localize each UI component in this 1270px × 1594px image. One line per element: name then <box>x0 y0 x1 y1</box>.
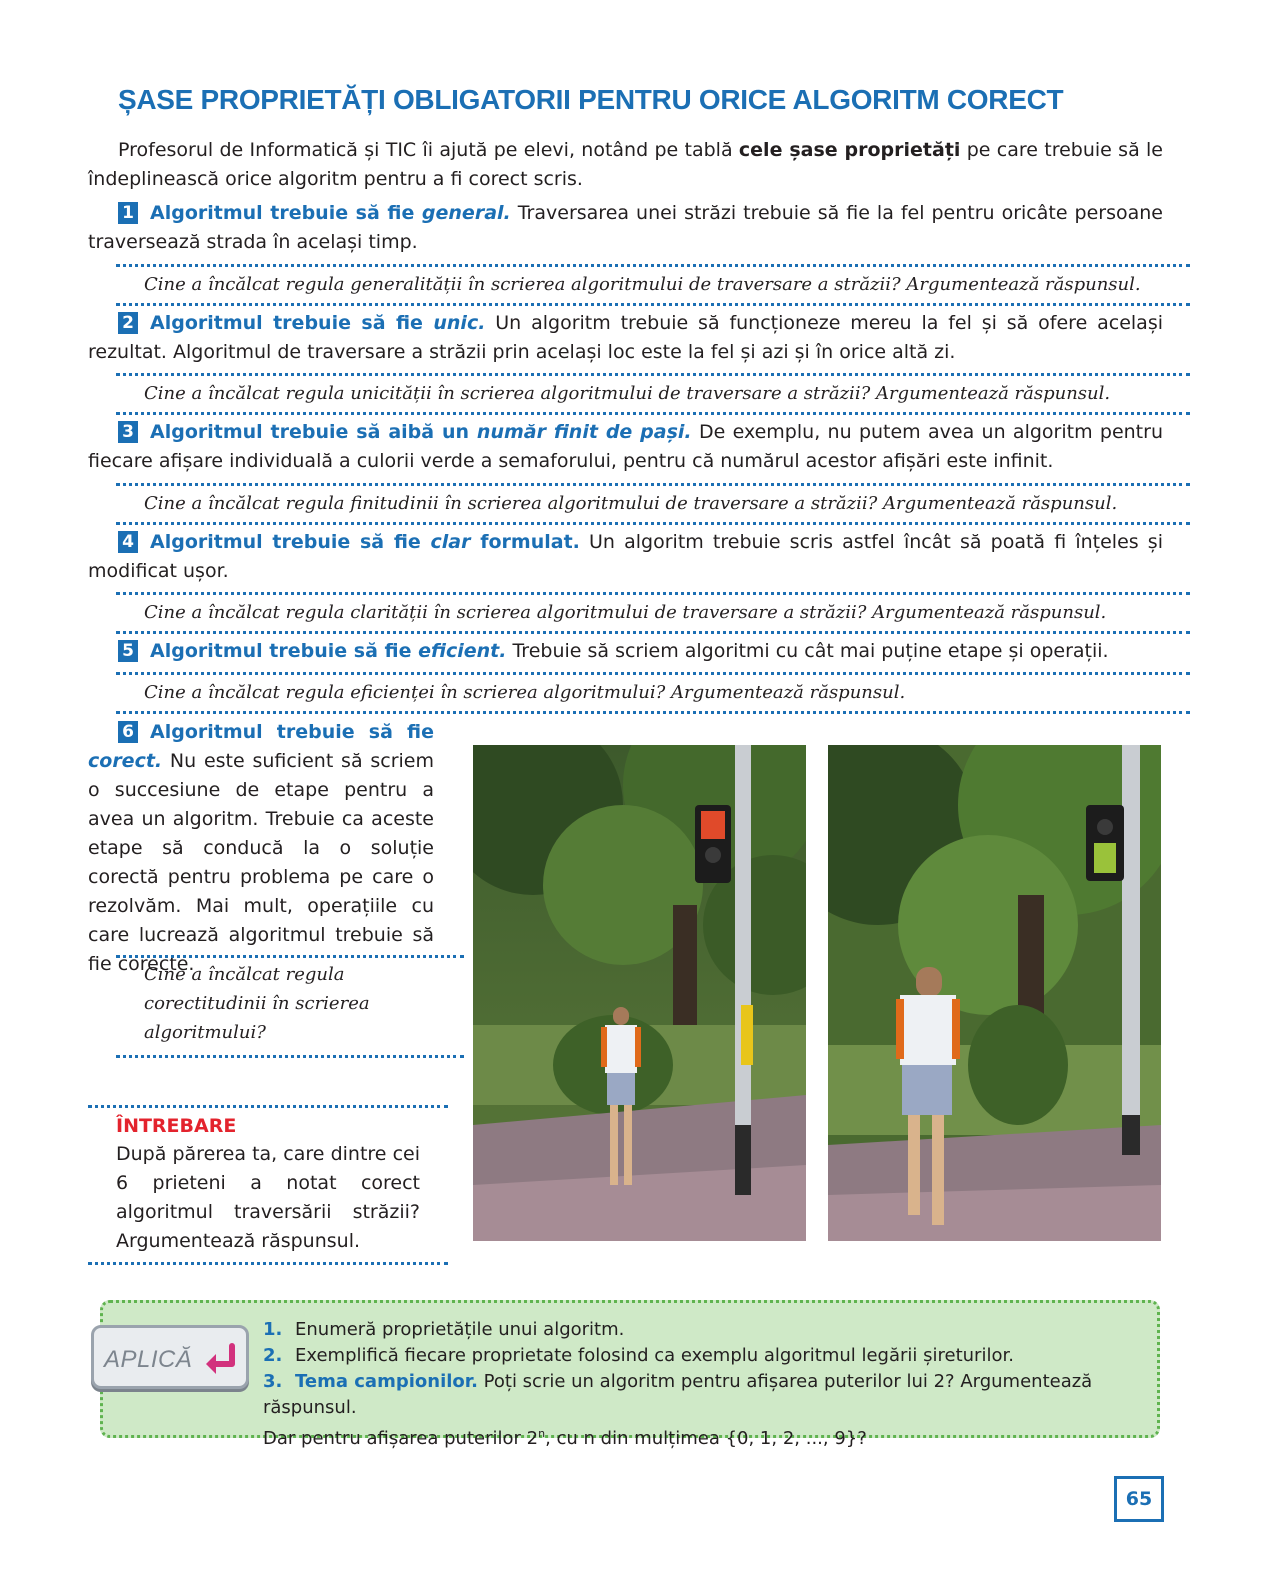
intro-text-end: pe care trebuie să le îndeplinească orice algoritm pentru a fi corect scris. <box>88 139 1163 190</box>
rule-number-badge: 1 <box>118 202 138 224</box>
rule-number-badge: 4 <box>118 531 138 553</box>
apply-badge <box>91 1325 249 1389</box>
apply-item-continuation: Dar pentru afișarea puterilor 2$^n$, cu n din mulțimea {0, 1, 2, ..., 9}? <box>263 1427 867 1449</box>
question-body: După părerea ta, care dintre cei 6 prieteni a notat corect algoritmul traversării străzii? Argumentează răspunsul. <box>116 1143 420 1252</box>
rule-2 <box>88 309 1163 367</box>
rule-heading: Algoritmul trebuie să fie eficient. <box>150 640 507 662</box>
enter-arrow-icon <box>202 1340 242 1380</box>
photo-boy-red-light <box>473 745 806 1241</box>
rule-5 <box>88 637 1163 666</box>
rule-text: Traversarea unei străzi trebuie să fie la fel pentru oricâte persoane traversează strada în același timp. <box>88 202 1163 253</box>
rule-text: Nu este suficient să scriem o succesiune de etape pentru a avea un algoritm. Trebuie ca aceste etape să conducă la o soluție corectă pentru problema pe care o rezolvăm. Mai mult, operațiile cu care lucrează algoritmul trebuie să fie corecte. <box>88 750 434 975</box>
page-number: 65 <box>1114 1476 1164 1522</box>
rule-number-badge: 5 <box>118 640 138 662</box>
apply-item: 3. Tema campionilor. Poți scrie un algoritm pentru afișarea puterilor lui 2? Argumentează răspunsul. <box>263 1371 1093 1418</box>
rule-2-question: Cine a încălcat regula unicității în scrierea algoritmului de traversare a străzii? Argumentează răspunsul. <box>116 373 1190 415</box>
apply-item: 1. Enumeră proprietățile unui algoritm. <box>263 1319 625 1340</box>
question-box <box>88 1105 448 1265</box>
rule-4-question: Cine a încălcat regula clarității în scrierea algoritmului de traversare a străzii? Argumentează răspunsul. <box>116 592 1190 634</box>
rule-number-badge: 3 <box>118 421 138 443</box>
apply-list <box>263 1317 1153 1452</box>
rule-number-badge: 2 <box>118 312 138 334</box>
rule-3 <box>88 418 1163 476</box>
question-title: ÎNTREBARE <box>116 1115 237 1137</box>
apply-label: APLICĂ <box>104 1346 193 1373</box>
rule-heading: Algoritmul trebuie să aibă un număr finit de pași. <box>150 421 692 443</box>
rule-3-question: Cine a încălcat regula finitudinii în scrierea algoritmului de traversare a străzii? Argumentează răspunsul. <box>116 483 1190 525</box>
rule-heading: Algoritmul trebuie să fie corect. <box>88 721 434 772</box>
rule-text: Un algoritm trebuie să funcționeze mereu la fel și să ofere același rezultat. Algoritmul de traversare a străzii prin același loc este la fel și azi și în orice altă zi. <box>88 312 1163 363</box>
intro-bold: cele șase proprietăți <box>738 139 961 161</box>
intro-paragraph <box>88 136 1163 194</box>
intro-text: Profesorul de Informatică și TIC îi ajută pe elevi, notând pe tablă <box>118 139 739 161</box>
rule-5-question: Cine a încălcat regula eficienței în scrierea algoritmului? Argumentează răspunsul. <box>116 672 1190 714</box>
rule-4 <box>88 528 1163 586</box>
rule-heading: Algoritmul trebuie să fie general. <box>150 202 511 224</box>
rule-heading: Algoritmul trebuie să fie unic. <box>150 312 486 334</box>
rule-text: De exemplu, nu putem avea un algoritm pentru fiecare afișare individuală a culorii verde a semaforului, pentru că numărul acestor afișări este infinit. <box>88 421 1163 472</box>
rule-heading: Algoritmul trebuie să fie clar formulat. <box>150 531 580 553</box>
apply-box <box>100 1300 1160 1449</box>
apply-item: 2. Exemplifică fiecare proprietate folosind ca exemplu algoritmul legării șireturilor. <box>263 1345 1014 1366</box>
page-title: ȘASE PROPRIETĂȚI OBLIGATORII PENTRU ORICE ALGORITM CORECT <box>118 84 1064 115</box>
rule-text: Trebuie să scriem algoritmi cu cât mai puține etape și operații. <box>506 640 1109 662</box>
rule-6-question: Cine a încălcat regula corectitudinii în scrierea algoritmului? <box>116 955 464 1058</box>
rule-text: Un algoritm trebuie scris astfel încât să poată fi înțeles și modificat ușor. <box>88 531 1163 582</box>
rule-number-badge: 6 <box>118 721 138 743</box>
photo-boy-green-light <box>828 745 1161 1241</box>
rule-1-question: Cine a încălcat regula generalității în scrierea algoritmului de traversare a străzii? Argumentează răspunsul. <box>116 264 1190 306</box>
rule-1 <box>88 199 1163 257</box>
rule-6 <box>88 718 434 979</box>
